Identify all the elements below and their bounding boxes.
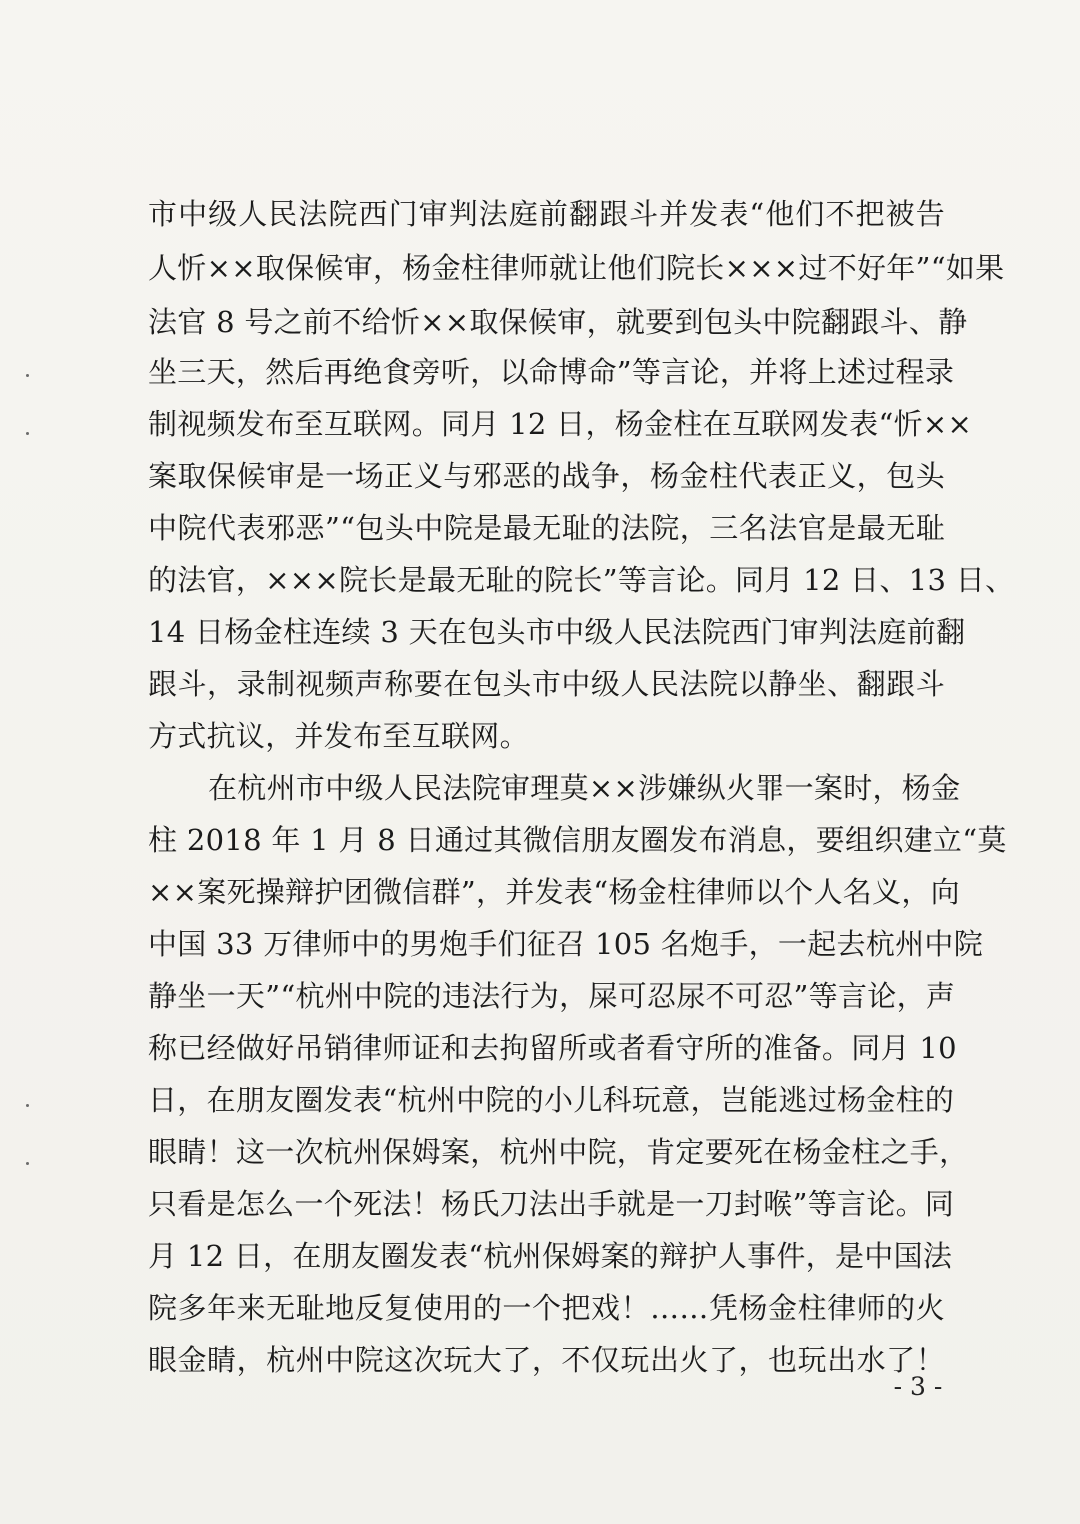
page-number: - 3 - [893,1372,943,1401]
text-line: 静坐一天”“杭州中院的违法行为，屎可忍尿不可忍”等言论，声 [148,979,956,1013]
text-line: 柱 2018 年 1 月 8 日通过其微信朋友圈发布消息，要组织建立“莫 [148,823,1007,857]
scan-dot [26,374,29,377]
text-line: 眼睛！这一次杭州保姆案，杭州中院，肯定要死在杨金柱之手， [148,1135,969,1169]
text-line: 中国 33 万律师中的男炮手们征召 105 名炮手，一起去杭州中院 [148,927,984,961]
text-line: 案取保候审是一场正义与邪恶的战争，杨金柱代表正义，包头 [148,459,945,493]
text-line: 在杭州市中级人民法院审理莫××涉嫌纵火罪一案时，杨金 [208,771,961,805]
scan-dot [26,432,29,435]
text-line: ××案死操辩护团微信群”，并发表“杨金柱律师以个人名义，向 [148,875,960,909]
text-line: 市中级人民法院西门审判法庭前翻跟斗并发表“他们不把被告 [148,197,945,231]
text-line: 14 日杨金柱连续 3 天在包头市中级人民法院西门审判法庭前翻 [148,615,966,649]
text-line: 的法官，×××院长是最无耻的院长”等言论。同月 12 日、13 日、 [148,563,1015,597]
text-line: 日，在朋友圈发表“杭州中院的小儿科玩意，岂能逃过杨金柱的 [148,1083,955,1117]
scan-dot [26,1104,29,1107]
text-line: 中院代表邪恶”“包头中院是最无耻的法院，三名法官是最无耻 [148,511,945,545]
text-line: 跟斗，录制视频声称要在包头市中级人民法院以静坐、翻跟斗 [148,667,945,701]
text-line: 制视频发布至互联网。同月 12 日，杨金柱在互联网发表“忻×× [148,407,973,441]
text-line: 称已经做好吊销律师证和去拘留所或者看守所的准备。同月 10 [148,1031,957,1065]
text-line: 院多年来无耻地反复使用的一个把戏！……凭杨金柱律师的火 [148,1291,945,1325]
text-line: 方式抗议，并发布至互联网。 [148,719,529,753]
text-line: 眼金睛，杭州中院这次玩大了，不仅玩出火了，也玩出水了！ [148,1343,945,1377]
text-line: 只看是怎么一个死法！杨氏刀法出手就是一刀封喉”等言论。同 [148,1187,955,1221]
scan-dot [26,1162,29,1165]
text-line: 月 12 日，在朋友圈发表“杭州保姆案的辩护人事件，是中国法 [148,1239,953,1273]
text-line: 法官 8 号之前不给忻××取保候审，就要到包头中院翻跟斗、静 [148,305,968,339]
text-line: 坐三天，然后再绝食旁听，以命博命”等言论，并将上述过程录 [148,355,955,389]
text-line: 人忻××取保候审，杨金柱律师就让他们院长×××过不好年”“如果 [148,251,1005,285]
